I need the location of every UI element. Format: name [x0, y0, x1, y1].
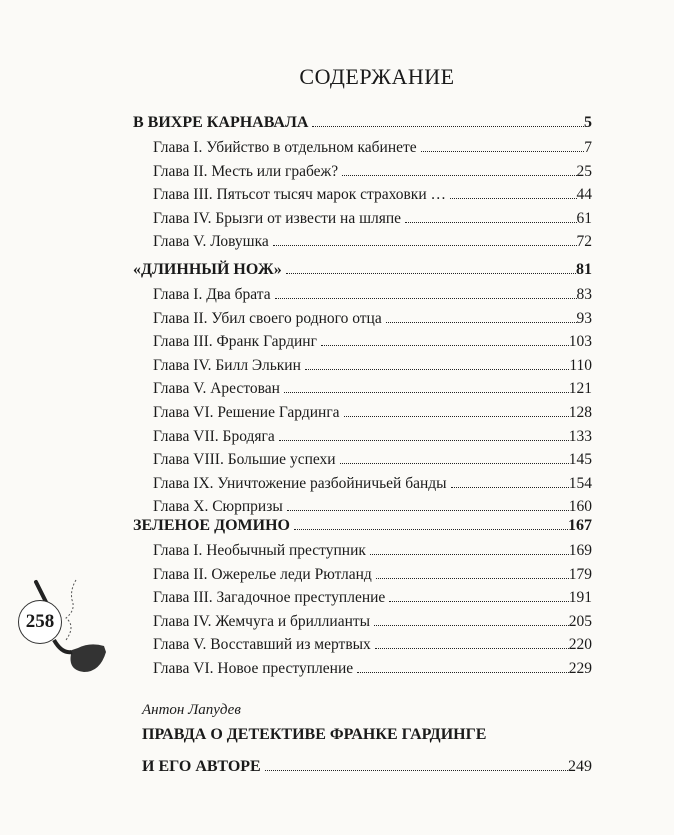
page-ref: 93	[576, 309, 592, 327]
afterword-title-line1: ПРАВДА О ДЕТЕКТИВЕ ФРАНКЕ ГАРДИНГЕ	[142, 726, 487, 743]
page-ref: 83	[576, 286, 592, 303]
page-ref: 110	[569, 356, 592, 374]
dot-leader	[340, 463, 569, 464]
dot-leader	[305, 369, 569, 370]
dot-leader	[370, 554, 569, 555]
entry-label: Глава IV. Брызги от извести на шляпе	[153, 209, 402, 227]
page-ref: 229	[568, 660, 592, 677]
page-ref: 7	[584, 139, 592, 156]
page-ref: 167	[568, 517, 592, 534]
dot-leader	[312, 126, 584, 127]
chapter-entry[interactable]	[153, 451, 592, 473]
page-ref: 205	[568, 612, 592, 630]
page-ref: 25	[576, 162, 592, 180]
entry-label: Глава IV. Жемчуга и бриллианты	[153, 612, 371, 630]
chapter-entry[interactable]	[153, 542, 592, 564]
chapter-entry[interactable]	[153, 210, 592, 232]
entry-label: Глава I. Необычный преступник	[153, 542, 366, 559]
entry-label: Глава VII. Бродяга	[153, 427, 275, 445]
page-title: СОДЕРЖАНИЕ	[299, 64, 455, 89]
page-ref: 133	[568, 427, 592, 445]
afterword-author: Антон Лапудев	[142, 702, 241, 718]
chapter-entry[interactable]	[153, 589, 592, 611]
entry-label: Глава V. Ловушка	[153, 233, 269, 251]
page-ref: 191	[568, 589, 592, 607]
page-ref: 72	[576, 233, 592, 251]
chapter-entry[interactable]	[153, 186, 592, 208]
chapter-entry[interactable]	[153, 310, 592, 332]
page-ref: 44	[576, 186, 592, 204]
dot-leader	[273, 245, 577, 246]
page-ref: 121	[568, 380, 592, 398]
dot-leader	[450, 198, 576, 199]
chapter-entry[interactable]	[153, 163, 592, 185]
entry-label: Глава V. Восставший из мертвых	[153, 636, 371, 654]
page-ref: 169	[568, 542, 592, 559]
chapter-entry[interactable]	[153, 475, 592, 497]
page-ref: 179	[568, 565, 592, 583]
entry-label: Глава V. Арестован	[153, 380, 280, 398]
chapter-entry[interactable]	[153, 139, 592, 161]
entry-label: ЗЕЛЕНОЕ ДОМИНО	[133, 517, 290, 534]
dot-leader	[374, 625, 569, 626]
chapter-entry[interactable]	[153, 380, 592, 402]
section-heading[interactable]	[133, 517, 592, 539]
section-heading[interactable]	[133, 114, 592, 136]
dot-leader	[376, 578, 569, 579]
entry-label: Глава IV. Билл Элькин	[153, 356, 301, 374]
entry-label: Глава VI. Новое преступление	[153, 660, 354, 677]
dot-leader	[294, 529, 568, 530]
entry-label: Глава III. Пятьсот тысяч марок страховки …	[153, 186, 447, 204]
entry-label: В ВИХРЕ КАРНАВАЛА	[133, 114, 309, 131]
chapter-entry[interactable]	[153, 428, 592, 450]
page-ref: 128	[568, 404, 592, 421]
page-ref: 249	[568, 758, 592, 775]
entry-label: «ДЛИННЫЙ НОЖ»	[133, 261, 282, 278]
dot-leader	[421, 151, 585, 152]
entry-label: Глава I. Два брата	[153, 286, 271, 303]
entry-label: Глава II. Ожерелье леди Рютланд	[153, 565, 372, 583]
chapter-entry[interactable]	[153, 613, 592, 635]
entry-label: Глава VIII. Большие успехи	[153, 451, 336, 469]
dot-leader	[344, 416, 569, 417]
chapter-entry[interactable]	[153, 636, 592, 658]
dot-leader	[321, 345, 569, 346]
chapter-entry[interactable]	[153, 233, 592, 255]
afterword-title-line2: И ЕГО АВТОРЕ	[142, 758, 261, 775]
dot-leader	[405, 222, 576, 223]
entry-label: Глава IX. Уничтожение разбойничьей банды	[153, 474, 447, 492]
chapter-entry[interactable]	[153, 286, 592, 308]
page-ref: 220	[568, 636, 592, 654]
page-ref: 103	[568, 333, 592, 351]
dot-leader	[284, 392, 569, 393]
dot-leader	[375, 648, 569, 649]
chapter-entry[interactable]	[153, 404, 592, 426]
chapter-entry[interactable]	[153, 566, 592, 588]
page-number-badge: 258	[18, 600, 62, 644]
chapter-entry[interactable]	[153, 333, 592, 355]
page-ref: 154	[568, 474, 592, 492]
dot-leader	[279, 440, 569, 441]
entry-label: Глава X. Сюрпризы	[153, 498, 283, 516]
page-ref: 61	[576, 209, 592, 227]
section-heading[interactable]	[133, 261, 592, 283]
entry-label: Глава III. Франк Гардинг	[153, 333, 317, 351]
entry-label: Глава I. Убийство в отдельном кабинете	[153, 139, 417, 156]
dot-leader	[389, 601, 568, 602]
dot-leader	[357, 672, 569, 673]
chapter-entry[interactable]	[153, 660, 592, 682]
entry-label: Глава III. Загадочное преступление	[153, 589, 386, 607]
dot-leader	[286, 273, 576, 274]
dot-leader	[386, 322, 577, 323]
entry-label: Глава VI. Решение Гардинга	[153, 404, 340, 421]
dot-leader	[342, 175, 576, 176]
page-ref: 5	[584, 114, 592, 131]
dot-leader	[451, 487, 569, 488]
page-ref: 81	[576, 261, 592, 278]
entry-label: Глава II. Убил своего родного отца	[153, 309, 382, 327]
dot-leader	[265, 770, 568, 771]
dot-leader	[287, 510, 569, 511]
page-ref: 145	[568, 451, 592, 469]
page-ref: 160	[568, 498, 592, 516]
afterword-entry[interactable]	[142, 758, 592, 780]
dot-leader	[275, 298, 577, 299]
entry-label: Глава II. Месть или грабеж?	[153, 162, 339, 180]
chapter-entry[interactable]	[153, 357, 592, 379]
